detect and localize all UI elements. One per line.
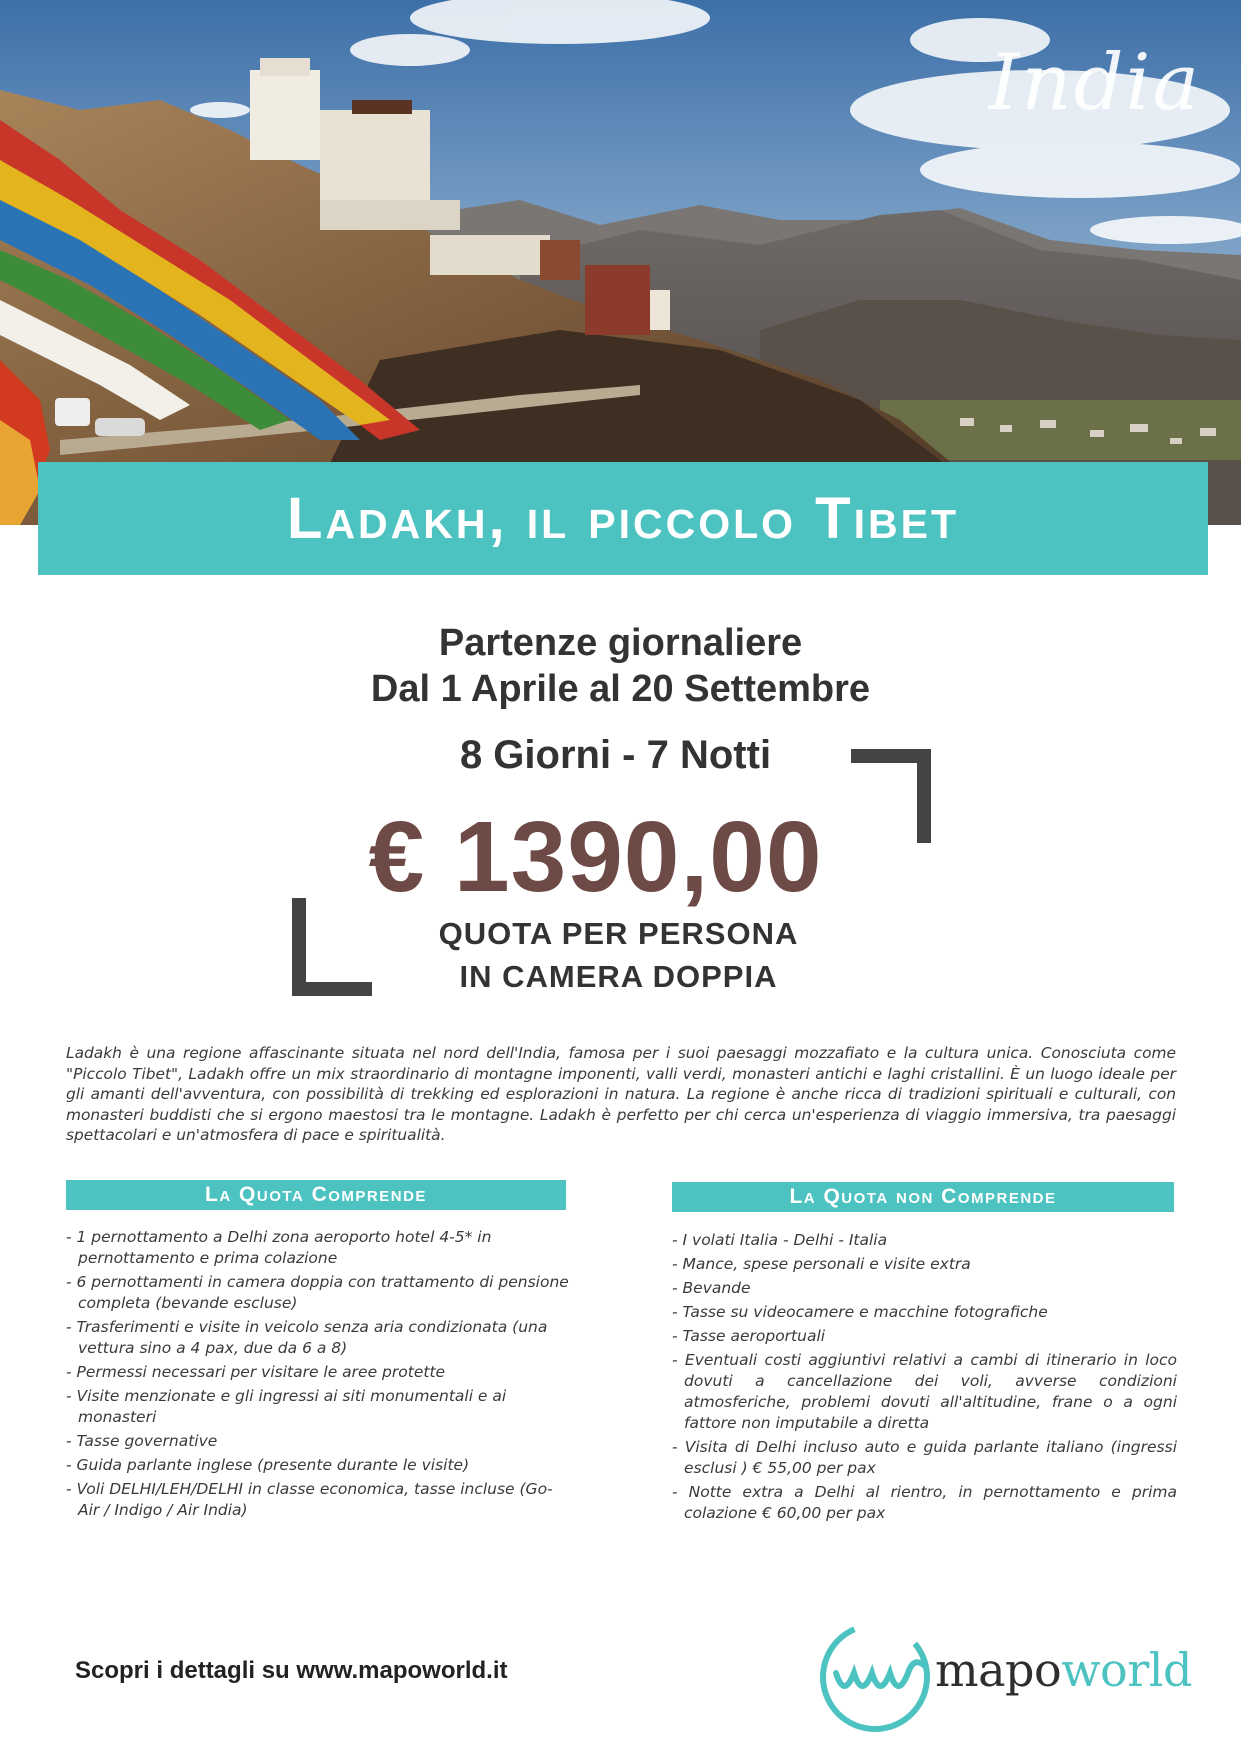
list-item: - Voli DELHI/LEH/DELHI in classe economica, tasse incluse (Go-Air / Indigo / Air India) — [66, 1480, 553, 1519]
list-item: - Tasse su videocamere e macchine fotografiche — [672, 1303, 1048, 1321]
included-heading: La Quota Comprende — [66, 1180, 566, 1210]
list-item: - Visite menzionate e gli ingressi ai siti monumentali e ai monasteri — [66, 1387, 507, 1426]
list-item: - I volati Italia - Delhi - Italia — [672, 1231, 888, 1249]
price-note-line1: QUOTA PER PERSONA — [438, 916, 799, 951]
logo-wordmark-part1: mapo — [935, 1643, 1062, 1697]
description-paragraph: Ladakh è una regione affascinante situata nel nord dell'India, famosa per i suoi paesaggi mozzafiato e la cultura unica. Conosciuta come "Piccolo Tibet", Ladakh offre un mix straordinario di montagne imponenti, valli verdi, monasteri antichi e laghi cristallini. È un luogo ideale per gli amanti dell'avventura, con possibilità di trekking ed esplorazioni in natura. La regione è anche ricca di tradizioni spirituali e culturali, con monasteri buddisti che si ergono maestosi tra le montagne. Ladakh è perfetto per chi cerca un'esperienza di viaggio immersiva, tra paesaggi spettacolari e un'atmosfera di pace e spiritualità. — [66, 1044, 1176, 1144]
excluded-list — [672, 1230, 1177, 1527]
hero-image — [0, 0, 1241, 525]
excluded-heading: La Quota non Comprende — [672, 1182, 1174, 1212]
dates-text: Dal 1 Aprile al 20 Settembre — [370, 668, 871, 710]
website-cta[interactable]: Scopri i dettagli su www.mapoworld.it — [75, 1657, 508, 1684]
list-item: - Guida parlante inglese (presente durante le visite) — [66, 1456, 470, 1474]
logo-wordmark — [935, 1643, 1192, 1697]
list-item: - Notte extra a Delhi al rientro, in pernottamento e prima colazione € 60,00 per pax — [672, 1483, 1177, 1522]
included-list — [66, 1227, 571, 1524]
list-item: - Tasse governative — [66, 1432, 218, 1450]
list-item: - Tasse aeroportuali — [672, 1327, 826, 1345]
list-item: - 6 pernottamenti in camera doppia con trattamento di pensione completa (bevande escluse) — [66, 1273, 569, 1312]
logo-wordmark-part2: world — [1061, 1643, 1192, 1697]
list-item: - Mance, spese personali e visite extra — [672, 1255, 971, 1273]
price-note-line2: IN CAMERA DOPPIA — [459, 959, 778, 994]
price-text: € 1390,00 — [368, 801, 823, 913]
page-title: Ladakh, il piccolo Tibet — [287, 486, 959, 551]
title-banner — [38, 462, 1208, 575]
list-item: - Bevande — [672, 1279, 751, 1297]
duration-text: 8 Giorni - 7 Notti — [459, 733, 772, 777]
list-item: - Permessi necessari per visitare le aree protette — [66, 1363, 446, 1381]
list-item: - Visita di Delhi incluso auto e guida parlante italiano (ingressi esclusi ) € 55,00 per pax — [672, 1438, 1177, 1477]
list-item: - Trasferimenti e visite in veicolo senza aria condizionata (una vettura sino a 4 pax, due da 6 a 8) — [66, 1318, 548, 1357]
departures-text: Partenze giornaliere — [438, 622, 803, 664]
india-script-label: India — [988, 38, 1201, 128]
list-item: - 1 pernottamento a Delhi zona aeroporto hotel 4-5* in pernottamento e prima colazione — [66, 1228, 492, 1267]
list-item: - Eventuali costi aggiuntivi relativi a cambi di itinerario in loco dovuti a cancellazione dei voli, avverse condizioni atmosferiche, problemi dovuti all'altitudine, frane o a ogni fattore non imputabile a diretta — [672, 1351, 1177, 1432]
